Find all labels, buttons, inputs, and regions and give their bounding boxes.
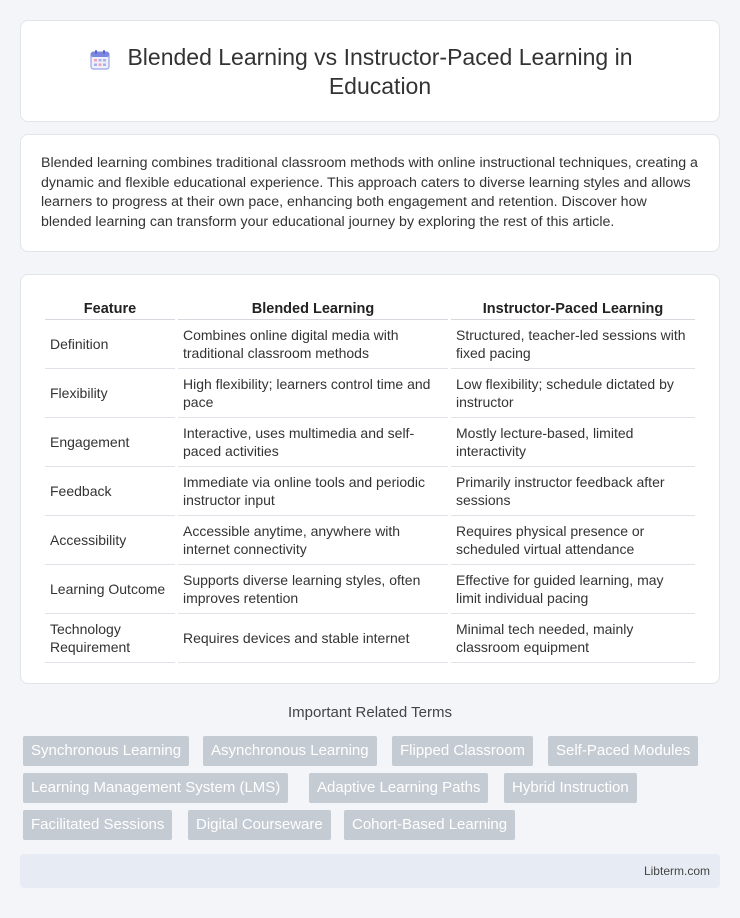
feature-cell: Accessibility (45, 516, 175, 565)
table-header-row (45, 296, 695, 320)
comparison-table-card (20, 274, 720, 684)
instructor-paced-cell: Mostly lecture-based, limited interactivity (451, 418, 695, 467)
calendar-icon (88, 48, 112, 72)
feature-cell: Flexibility (45, 369, 175, 418)
related-term-tag[interactable]: Adaptive Learning Paths (309, 773, 488, 803)
instructor-paced-cell: Low flexibility; schedule dictated by instructor (451, 369, 695, 418)
feature-cell: Learning Outcome (45, 565, 175, 614)
table-row (45, 320, 695, 369)
related-term-tag[interactable]: Digital Courseware (188, 810, 331, 840)
instructor-paced-cell: Effective for guided learning, may limit individual pacing (451, 565, 695, 614)
related-terms-title: Important Related Terms (288, 704, 452, 721)
table-row (45, 467, 695, 516)
feature-cell: Feedback (45, 467, 175, 516)
related-term-tag[interactable]: Flipped Classroom (392, 736, 533, 766)
table-row (45, 369, 695, 418)
page-title: Blended Learning vs Instructor-Paced Learning in Education (127, 44, 633, 99)
table-row (45, 516, 695, 565)
header-instructor-paced: Instructor-Paced Learning (451, 296, 695, 320)
instructor-paced-cell: Requires physical presence or scheduled virtual attendance (451, 516, 695, 565)
table-row (45, 565, 695, 614)
related-term-tag[interactable]: Asynchronous Learning (203, 736, 377, 766)
title-card (20, 20, 720, 122)
related-term-tag[interactable]: Cohort-Based Learning (344, 810, 515, 840)
table-row (45, 614, 695, 663)
footer (20, 854, 720, 888)
blended-cell: Interactive, uses multimedia and self-paced activities (178, 418, 448, 467)
table-row (45, 418, 695, 467)
feature-cell: Engagement (45, 418, 175, 467)
page-title-wrap (21, 43, 719, 101)
blended-cell: Combines online digital media with traditional classroom methods (178, 320, 448, 369)
related-term-tag[interactable]: Hybrid Instruction (504, 773, 637, 803)
related-term-tag[interactable]: Self-Paced Modules (548, 736, 698, 766)
intro-card (20, 134, 720, 252)
table-body (45, 320, 695, 663)
header-feature: Feature (45, 296, 175, 320)
comparison-table (42, 296, 698, 663)
related-term-tag[interactable]: Facilitated Sessions (23, 810, 172, 840)
footer-site-link[interactable]: Libterm.com (643, 864, 710, 878)
feature-cell: Definition (45, 320, 175, 369)
blended-cell: High flexibility; learners control time and pace (178, 369, 448, 418)
instructor-paced-cell: Primarily instructor feedback after sessions (451, 467, 695, 516)
related-term-tag[interactable]: Synchronous Learning (23, 736, 189, 766)
blended-cell: Immediate via online tools and periodic instructor input (178, 467, 448, 516)
blended-cell: Supports diverse learning styles, often improves retention (178, 565, 448, 614)
intro-paragraph: Blended learning combines traditional classroom methods with online instructional techniques, creating a dynamic and flexible educational experience. This approach caters to diverse learning styles and allows learners to progress at their own pace, enhancing both engagement and retention. Discover how blended learning can transform your educational journey by exploring the rest of this article. (41, 155, 698, 230)
blended-cell: Requires devices and stable internet (178, 614, 448, 663)
instructor-paced-cell: Minimal tech needed, mainly classroom equipment (451, 614, 695, 663)
related-term-tag[interactable]: Learning Management System (LMS) (23, 773, 288, 803)
header-blended: Blended Learning (178, 296, 448, 320)
blended-cell: Accessible anytime, anywhere with internet connectivity (178, 516, 448, 565)
feature-cell: Technology Requirement (45, 614, 175, 663)
instructor-paced-cell: Structured, teacher-led sessions with fixed pacing (451, 320, 695, 369)
